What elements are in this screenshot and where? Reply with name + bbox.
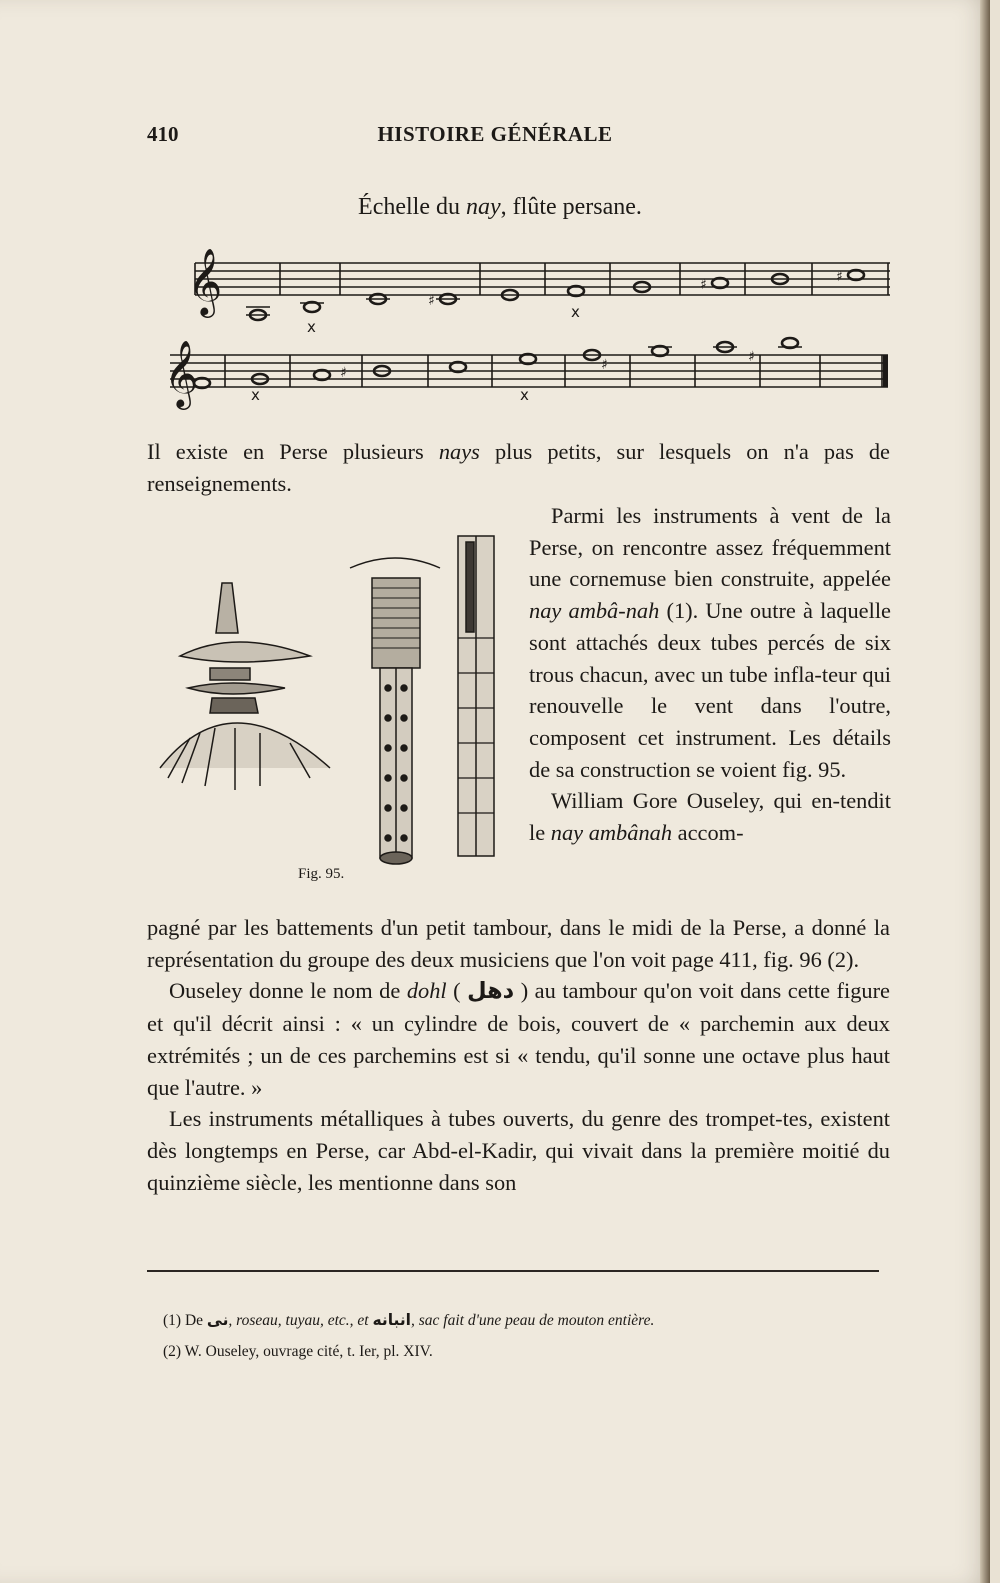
svg-text:♯: ♯ xyxy=(836,269,843,285)
svg-text:𝄞: 𝄞 xyxy=(164,339,199,407)
para1-italic: nays xyxy=(438,439,480,464)
fn1-end: , sac fait d'une peau de mouton entière. xyxy=(411,1312,655,1329)
music-mark-3: x xyxy=(251,386,260,404)
fn1-num: (1) De xyxy=(163,1312,207,1329)
cont-p2-arabic: دهل xyxy=(467,978,515,1005)
right-col-p2-a: William Gore Ouseley, qui en-tendit le xyxy=(529,788,891,846)
scale-title xyxy=(0,194,1000,221)
title-prefix: Échelle du xyxy=(358,194,466,220)
figure-95-illustration xyxy=(160,528,520,888)
cont-p2-italic: dohl xyxy=(406,978,447,1004)
music-staves xyxy=(164,245,895,415)
svg-text:♯: ♯ xyxy=(428,293,435,309)
cont-text1: pagné par les battements d'un petit tambour, dans le midi de la Perse, a donné la représentation du groupe des deux musiciens que l'on voit page 411, fig. 96 (2). xyxy=(147,915,890,972)
bagpipe-svg xyxy=(160,528,520,888)
right-col-p2-b: accom- xyxy=(672,820,744,846)
fn1-arabic-1: نى xyxy=(206,1311,229,1329)
right-col-italic: nay ambâ-nah xyxy=(529,598,660,624)
staff-svg xyxy=(164,245,895,415)
paragraph-1 xyxy=(147,436,890,499)
page-number: 410 xyxy=(147,122,179,146)
fn1-mid: , roseau, tuyau, etc., et xyxy=(228,1312,373,1329)
music-mark-4: x xyxy=(520,386,529,404)
svg-text:♯: ♯ xyxy=(748,349,755,365)
footnote-rule xyxy=(147,1270,879,1272)
continuation-text: pagné par les battements d'un petit tambour, dans le midi de la Perse, a donné la représentation du groupe des deux musiciens que l'on voit page 411, fig. 96 (2). Ouseley donne le nom de dohl ( دهل ) au tambour qu'on voit dans cette figure et qu'il décrit ainsi : « un cylindre de bois, couvert de « parchemin aux deux extrémités ; un de ces parchemins est si « tendu, qu'il sonne une octave plus haut que l'autre. » Les instruments métalliques à tubes ouverts, du genre des trompet-tes, existent dès longtemps en Perse, car Abd-el-Kadir, qui vivait dans la première moitié du quinzième siècle, les mentionne dans son xyxy=(147,912,890,1198)
svg-text:♯: ♯ xyxy=(340,365,347,381)
running-title: HISTOIRE GÉNÉRALE xyxy=(377,122,613,146)
title-italic: nay xyxy=(466,194,501,220)
page-edge xyxy=(980,0,990,1583)
right-column-text xyxy=(529,500,891,849)
fn1-arabic-2: انبانه xyxy=(372,1311,411,1329)
svg-text:𝄞: 𝄞 xyxy=(188,247,223,315)
para1-b: plus petits, sur lesquels on n'a pas de renseignements. xyxy=(147,439,890,496)
cont-p2-a: Ouseley donne le nom de xyxy=(169,978,407,1004)
figure-label: Fig. 95. xyxy=(298,866,345,882)
right-col-l2: (1). Une outre à laquelle sont attachés deux tubes percés de six trous chacun, avec un tube infla-teur qui renouvelle le vent dans l'outre, composent cet instrument. Les détails de sa construction se voient fig. 95. xyxy=(529,598,891,782)
footnote-2: (2) W. Ouseley, ouvrage cité, t. Ier, pl. XIV. xyxy=(163,1343,433,1360)
music-mark-1: x xyxy=(307,318,316,336)
footnote-1 xyxy=(163,1310,654,1331)
para1-a: Il existe en Perse plusieurs xyxy=(147,439,439,464)
right-col-l1: Parmi les instruments à vent de la Perse, on rencontre assez fréquemment une cornemuse bien construite, appelée xyxy=(529,503,891,592)
music-mark-2: x xyxy=(571,303,580,321)
cont-p3: Les instruments métalliques à tubes ouverts, du genre des trompet-tes, existent dès longtemps en Perse, car Abd-el-Kadir, qui vivait dans la première moitié du quinzième siècle, les mentionne dans son xyxy=(147,1106,890,1195)
svg-text:♯: ♯ xyxy=(601,357,608,373)
page-header xyxy=(0,122,990,154)
svg-text:♯: ♯ xyxy=(700,277,707,293)
right-col-p2-italic: nay ambânah xyxy=(550,820,673,846)
title-suffix: , flûte persane. xyxy=(500,194,642,220)
cont-p2-b: au tambour qu'on voit dans cette figure et qu'il décrit ainsi : « un cylindre de bois, couvert de « parchemin aux deux extrémités ; un de ces parchemins est si « tendu, qu'il sonne une octave plus haut que l'autre. » xyxy=(147,978,890,1100)
